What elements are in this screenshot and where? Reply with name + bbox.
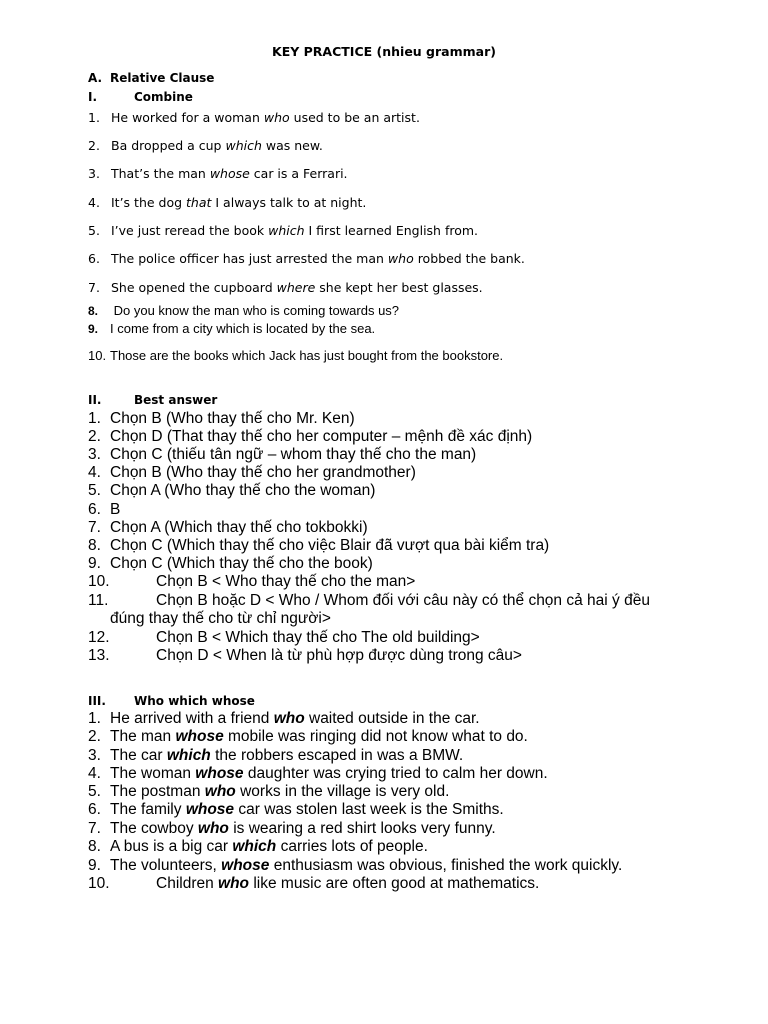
document-title: KEY PRACTICE (nhieu grammar): [272, 44, 496, 59]
list-item-continuation: đúng thay thế cho từ chỉ người>: [110, 610, 331, 627]
list-item: 10. Chọn B < Who thay thế cho the man>: [88, 573, 416, 590]
list-item: 2. Ba dropped a cup which was new.: [88, 138, 323, 153]
list-item: 1. He worked for a woman who used to be an artist.: [88, 110, 420, 125]
list-item: 6. The police officer has just arrested the man who robbed the bank.: [88, 251, 525, 266]
list-item: 8. Do you know the man who is coming towards us?: [88, 303, 400, 318]
list-item: 10. Those are the books which Jack has just bought from the bookstore.: [88, 348, 504, 363]
list-item: 3. That’s the man whose car is a Ferrari.: [88, 166, 348, 181]
part-1-marker: I.: [88, 90, 98, 104]
list-item: 9. The volunteers, whose enthusiasm was obvious, finished the work quickly.: [88, 857, 623, 874]
part-3-label: Who which whose: [134, 694, 255, 708]
list-item: 3. Chọn C (thiếu tân ngữ – whom thay thế cho the man): [88, 446, 477, 463]
list-item: 5. The postman who works in the village is very old.: [88, 783, 450, 800]
list-item: 9. I come from a city which is located by the sea.: [88, 321, 376, 336]
part-2-heading: [88, 393, 217, 407]
list-item: 6. The family whose car was stolen last week is the Smiths.: [88, 801, 504, 818]
list-item: 8. Chọn C (Which thay thế cho việc Blair đã vượt qua bài kiểm tra): [88, 537, 550, 554]
list-item: 5. I’ve just reread the book which I first learned English from.: [88, 223, 479, 238]
part-1-heading: [88, 90, 193, 104]
part-3-heading: [88, 694, 255, 708]
list-item: 4. The woman whose daughter was crying tried to calm her down.: [88, 765, 548, 782]
list-item: 7. Chọn A (Which thay thế cho tokbokki): [88, 519, 368, 536]
list-item: 13. Chọn D < When là từ phù hợp được dùng trong câu>: [88, 647, 522, 664]
list-item: 10. Children who like music are often good at mathematics.: [88, 875, 540, 892]
list-item: 7. The cowboy who is wearing a red shirt looks very funny.: [88, 820, 496, 837]
list-item: 2. The man whose mobile was ringing did not know what to do.: [88, 728, 528, 745]
list-item: 4. Chọn B (Who thay thế cho her grandmother): [88, 464, 416, 481]
list-item: 8. A bus is a big car which carries lots of people.: [88, 838, 428, 855]
section-a-label: Relative Clause: [110, 71, 215, 85]
list-item: 11. Chọn B hoặc D < Who / Whom đối với câu này có thể chọn cả hai ý đều: [88, 592, 650, 609]
part-2-marker: II.: [88, 393, 102, 407]
list-item: 12. Chọn B < Which thay thế cho The old building>: [88, 629, 480, 646]
list-item: 3. The car which the robbers escaped in was a BMW.: [88, 747, 464, 764]
list-item: 9. Chọn C (Which thay thế cho the book): [88, 555, 373, 572]
list-item: 5. Chọn A (Who thay thế cho the woman): [88, 482, 376, 499]
list-item: 1. Chọn B (Who thay thế cho Mr. Ken): [88, 410, 355, 427]
list-item: 4. It’s the dog that I always talk to at night.: [88, 195, 367, 210]
list-item: 2. Chọn D (That thay thế cho her computer – mệnh đề xác định): [88, 428, 533, 445]
part-1-label: Combine: [134, 90, 193, 104]
list-item: 7. She opened the cupboard where she kept her best glasses.: [88, 280, 483, 295]
list-item: 6. B: [88, 501, 121, 518]
list-item: 1. He arrived with a friend who waited outside in the car.: [88, 710, 480, 727]
section-a-heading: [88, 71, 214, 85]
part-2-label: Best answer: [134, 393, 218, 407]
part-3-marker: III.: [88, 694, 106, 708]
section-a-marker: A.: [88, 71, 103, 85]
